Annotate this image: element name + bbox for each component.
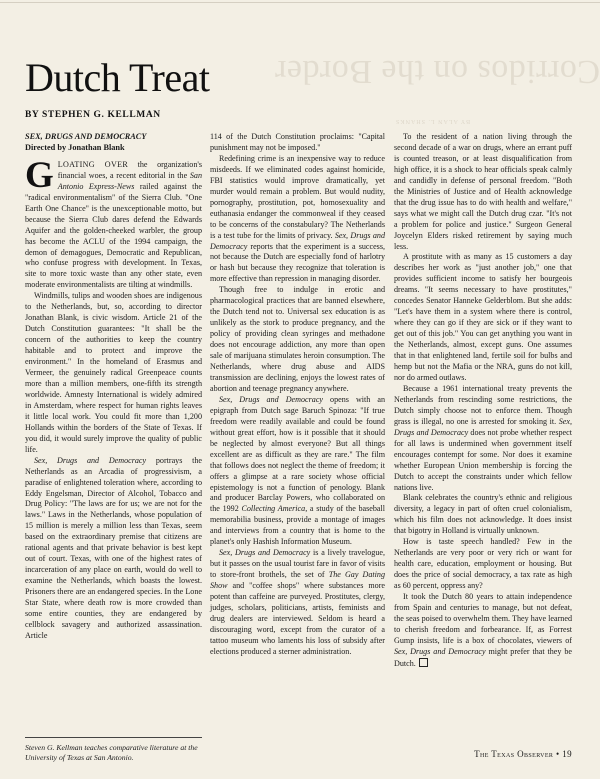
lead-in-caps: LOATING OVER — [57, 159, 129, 169]
text-run: Redefining crime is an inexpensive way to reduce misdeeds. If we eliminated codes against homicide, FBI statistics would improve dramatically, yet murder would remain a problem. But would nudity, pornography, prostitution, pot, homosexuality and euthanasia endanger the commonweal if they ceased to be concerns of the constabulary? The Netherlands is a test tube for the limits of privacy. — [210, 153, 385, 240]
text-column-1 — [25, 132, 202, 642]
page-footer — [474, 749, 572, 759]
drop-cap: G — [25, 154, 54, 196]
text-run: opens with an epigraph from Dutch sage Baruch Spinoza: "If true freedom were readily available and could be found without great effort, how is it possible that it should be neglected by almost everyone? But all things excellent are as difficult as they are rare." The film that follows does not neglect the theme of freedom; it offers a glimpse at a rare society whose official epistemology is not a function of penology. Blank and producer Barclay Powers, who collaborated on the 1992 — [210, 394, 385, 514]
paragraph: Though free to indulge in erotic and pharmacological practices that are banned elsewhere, the Dutch tend not to. Universal sex education is as unlikely as the stork to produce pregnancy, and the policy of providing clean syringes and methadone does not encourage addiction, any more than open sale of marijuana stimulates heroin consumption. The Netherlands, where drug abuse and AIDS transmission are declining, enjoys the lowest rates of abortion and teenage pregnancy anywhere. — [210, 285, 385, 393]
film-title-inline: Sex, Drugs and Democracy — [210, 230, 385, 251]
publication-name-footer: The Texas Observer — [474, 749, 554, 759]
paragraph: How is taste speech handled? Few in the Netherlands are very poor or very rich or want for health care, education, employment or housing. But does the price of social democracy, a tax rate as high as 60 percent, oppress any? — [394, 537, 572, 591]
text-run: the organization's financial woes, a recent editorial in the — [57, 159, 202, 180]
film-title-inline: Collecting America — [241, 504, 306, 514]
paragraph: Blank celebrates the country's ethnic and religious diversity, a legacy in part of often cruel colonialism, which his film does not acknowledge. It does insist that bigotry in Holland is virtually unknown. — [394, 493, 572, 536]
bleed-through-byline: BY ALAN L. SHANKS — [395, 118, 471, 124]
text-run: and "coffee shops" where substances more potent than caffeine are purveyed. Prostitutes, clergy, judges, scholars, politicians, artists, feminists and drug dealers are interviewed. Seldom is heard a discouraging word, except from the curator of a tattoo museum who laments his loss of subsidy after elections produced a sterner administration. — [210, 581, 385, 656]
paragraph — [394, 384, 572, 494]
film-title-inline: Sex, Drugs and Democracy — [219, 548, 311, 558]
paragraph — [210, 395, 385, 548]
film-title-inline: Sex, Drugs and Democracy — [394, 646, 486, 656]
text-run: is a lively travelogue, but it passes on the usual tourist fare in favor of visits to store-front brothels, the set of — [210, 548, 385, 580]
text-run: does not probe whether respect for all laws is undermined when government itself encourages contempt for some. Nor does it examine whether European Union membership is forcing the Dutch to accept the constraints under which fellow nations live. — [394, 427, 572, 492]
paragraph — [210, 154, 385, 285]
author-bio: Steven G. Kellman teaches comparative literature at the University of Texas at San Antonio. — [25, 743, 198, 762]
paragraph — [210, 548, 385, 658]
show-title-inline: The Gay Dating Show — [210, 570, 386, 591]
film-title-inline: Sex, Drugs and Democracy — [219, 394, 324, 404]
paragraph — [25, 456, 202, 642]
paragraph: Windmills, tulips and wooden shoes are indigenous to the Netherlands, but, so, according to director Jonathan Blank, is civic wisdom. Article 21 of the Dutch Constitution guarantees: "It shall be the concern of the authorities to keep the country habitable and to protect and improve the environment." In the homeland of Erasmus and Vermeer, the genuinely radical Greenpeace counts more than a million members, one-fifth its strength worldwide. Amnesty International is widely admired in Amsterdam, where respect for human rights leaves it little local work. You could fit more than 1,200 Hollands within the borders of the State of Texas. If you did, it would surely improve the quality of public life. — [25, 291, 202, 454]
text-run: It took the Dutch 80 years to attain independence from Spain and centuries to manage, but not defeat, the seas poised to overwhelm them. They have learned to cherish freedom and forbearance. If, as Forrest Gump insists, life is a box of chocolates, viewers of — [394, 592, 572, 645]
text-run: Because a 1961 international treaty prevents the Netherlands from rescinding some restrictions, the Dutch simply choose not to enforce them. Though grass is illegal, no one is arrested for smoking it. — [394, 383, 572, 426]
end-of-article-mark — [419, 658, 428, 667]
paragraph: A prostitute with as many as 15 customers a day describes her work as "just another job," one that provides sufficient income to satisfy her bourgeois dreams. "It seems necessary to have prostitutes," concedes Senator Hanneke Gelderblom. But she adds: "Let's have them in a system where there is control, where they can go if they are sick or if they want to get out of this job." You can get anything you want in the Netherlands, almost, except guns. One assumes that in that enlightened land, fertile soil for bulbs and hemp but not the Mafia or the NRA, guns do not kill, nor do armed outlaws. — [394, 252, 572, 382]
article-title: Dutch Treat — [25, 55, 210, 100]
publication-name: San Antonio Express-News — [57, 170, 202, 191]
text-run: portrays the Netherlands as an Arcadia of progressivism, a paradise of enlightened toleration where, according to Eddy Engelsman, Director of Alcohol, Tobacco and Drug Policy: "The laws are for us; we are not for the laws." Laws in the Netherlands, whose population of 15 million is merely a million less than Texas, seem based on the extraordinary premise that citizens are rational agents and that private behavior is best kept out of court. Texas, with one of the highest rates of incarceration of any place on earth, would do well to examine the Netherlands, which boasts the lowest. Prisoners there are an endangered species. In the Lone Star State, where death row is more crowded than some entire counties, they are endangered by cellblock savagery and authorized assassination. Article — [25, 455, 202, 640]
paragraph — [394, 592, 572, 670]
paragraph: 114 of the Dutch Constitution proclaims: "Capital punishment may not be imposed." — [210, 132, 385, 152]
article-byline: BY STEPHEN G. KELLMAN — [25, 110, 161, 120]
film-title-inline: Sex, Drugs and Democracy — [34, 455, 147, 465]
text-run: reports that the experiment is a success, not because the Dutch are especially fond of harlotry or hash but because they recognize that toleration is more effective than repression in managing disorder. — [210, 241, 385, 284]
text-run: might prefer that they be Dutch. — [394, 646, 572, 668]
text-column-2 — [210, 132, 385, 658]
bleed-through-headline: Corridos on the Border — [274, 53, 600, 90]
film-director: Directed by Jonathan Blank — [25, 142, 125, 152]
paragraph: To the resident of a nation living through the second decade of a war on drugs, where an errant puff is counted treason, or at least disqualification from high office, it is a shock to hear officials speak calmly and candidly in defense of personal freedom. "Both the Ministries of Justice and of Health acknowledge that the drug issue has to do with health and welfare," says what we might call the Dutch drug czar. "It's not a problem for police and justice." Surgeon General Joycelyn Elders risked retirement by saying much less. — [394, 132, 572, 251]
bio-divider — [25, 737, 202, 738]
page-number: 19 — [562, 749, 572, 759]
paragraph — [25, 154, 202, 291]
film-title-inline: Sex, Drugs and Democracy — [394, 416, 572, 437]
text-run: railed against the "radical environmentalism" of the Sierra Club. "One Earth One Chance" is the unexceptionable motto, but because the Sierra Club dares defend the Edwards Aquifer and the golden-cheeked warbler, the group has become the ACLU of the 1994 campaign, the demon of demagogues, Democratic and Republican, who confuse progress with development. In Texas, site to more toxic waste than any other state, even moderate environmentalists are tilting at windmills. — [25, 181, 202, 290]
top-edge-line — [0, 2, 600, 3]
text-run: , a study of the baseball memorabilia business, provide a montage of images and interviews from a country that is home to the planet's only Hashish Information Museum. — [210, 504, 386, 547]
text-column-3 — [394, 132, 572, 670]
film-title: SEX, DRUGS AND DEMOCRACY — [25, 132, 147, 141]
footer-separator: • — [553, 749, 563, 759]
